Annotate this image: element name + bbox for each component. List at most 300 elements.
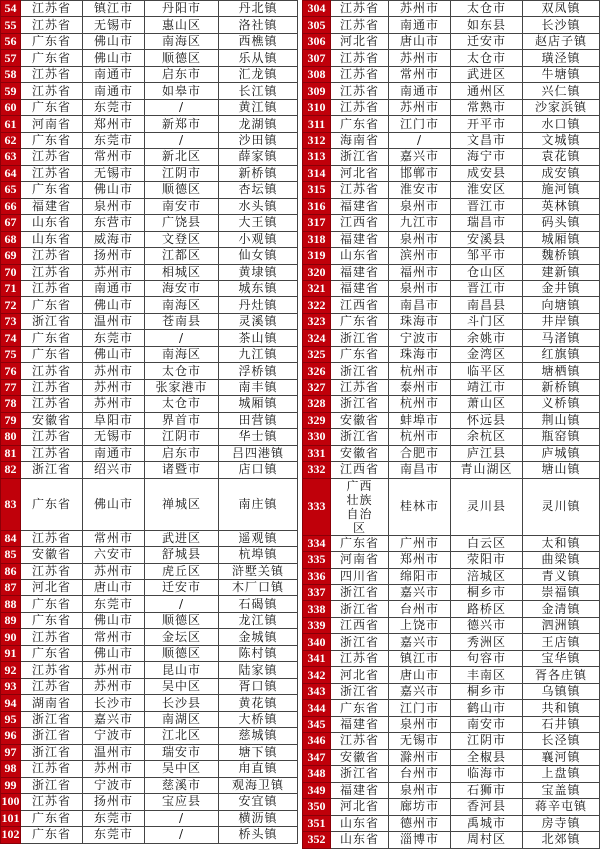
rank-cell: 321 [303,280,331,296]
province-cell: 广东省 [21,346,83,362]
city-cell: 泉州市 [389,231,451,247]
city-cell: 苏州市 [83,761,145,777]
table-row [303,116,600,132]
table-row [1,379,298,395]
city-cell: 江门市 [389,116,451,132]
town-cell: 城厢镇 [523,231,600,247]
town-cell: 西樵镇 [219,33,298,49]
city-cell: 泰州市 [389,379,451,395]
town-cell: 城厢镇 [219,396,298,412]
district-cell: 开平市 [451,116,523,132]
city-cell: 苏州市 [83,264,145,280]
table-row [303,700,600,716]
province-cell: 江苏省 [21,66,83,82]
city-cell: 常州市 [83,530,145,546]
rank-cell: 69 [1,248,21,264]
province-cell: 江苏省 [21,761,83,777]
district-cell: 迁安市 [145,580,219,596]
town-cell: 灵溪镇 [219,313,298,329]
rank-cell: 76 [1,363,21,379]
province-cell: 河南省 [21,116,83,132]
rank-cell: 99 [1,777,21,793]
rank-cell: 315 [303,182,331,198]
table-row [303,50,600,66]
city-cell: 嘉兴市 [389,149,451,165]
rank-cell: 322 [303,297,331,313]
district-cell: 德兴市 [451,617,523,633]
town-cell: 红旗镇 [523,346,600,362]
district-cell: 诸暨市 [145,462,219,478]
district-cell: 仓山区 [451,264,523,280]
district-cell: 安溪县 [451,231,523,247]
table-row [1,563,298,579]
province-cell: 浙江省 [331,396,389,412]
district-cell: 顺德区 [145,182,219,198]
city-cell: 温州市 [83,744,145,760]
city-cell: 威海市 [83,231,145,247]
district-cell: 南安市 [451,716,523,732]
district-cell: 周村区 [451,832,523,848]
table-row [303,766,600,782]
city-cell: 江门市 [389,700,451,716]
city-cell: 佛山市 [83,612,145,628]
district-cell: 江阴市 [145,429,219,445]
table-row [303,280,600,296]
rank-cell: 90 [1,629,21,645]
rank-cell: 337 [303,585,331,601]
town-cell: 杏坛镇 [219,182,298,198]
district-cell: 江北区 [145,728,219,744]
district-cell: 武进区 [451,66,523,82]
province-cell: 江西省 [331,297,389,313]
province-line: 壮族 [346,492,373,507]
province-cell: 江苏省 [331,379,389,395]
town-cell: 英林镇 [523,198,600,214]
province-cell: 江苏省 [21,629,83,645]
rank-cell: 318 [303,231,331,247]
table-row [1,777,298,793]
rank-cell: 319 [303,248,331,264]
city-cell: 滨州市 [389,248,451,264]
province-cell: 浙江省 [21,744,83,760]
district-cell: / [145,99,219,115]
province-cell: 山东省 [21,215,83,231]
province-cell: 浙江省 [21,313,83,329]
city-cell: 南昌市 [389,297,451,313]
province-cell: 江苏省 [331,1,389,17]
province-line: 区 [352,520,366,535]
rank-cell: 317 [303,215,331,231]
rank-cell: 72 [1,297,21,313]
city-cell: 唐山市 [83,580,145,596]
town-cell: 金清镇 [523,601,600,617]
province-cell: 江苏省 [21,429,83,445]
table-row [1,33,298,49]
table-row [1,530,298,546]
rank-cell: 336 [303,568,331,584]
rank-cell: 80 [1,429,21,445]
province-cell: 江苏省 [21,165,83,181]
city-cell: 六安市 [83,547,145,563]
town-cell: 庐城镇 [523,445,600,461]
town-cell: 龙湖镇 [219,116,298,132]
city-cell: 嘉兴市 [389,585,451,601]
province-cell: 福建省 [331,716,389,732]
district-cell: 惠山区 [145,17,219,33]
city-cell: 无锡市 [83,429,145,445]
city-cell: 泉州市 [389,198,451,214]
province-cell: 江苏省 [21,678,83,694]
province-cell: 广东省 [21,99,83,115]
city-cell: 南通市 [83,445,145,461]
table-row [1,313,298,329]
town-cell: 沙田镇 [219,132,298,148]
rank-cell: 333 [303,478,331,535]
rank-cell: 88 [1,596,21,612]
province-cell: 江苏省 [331,733,389,749]
district-cell: 慈溪市 [145,777,219,793]
town-cell: 双凤镇 [523,1,600,17]
town-cell: 荆山镇 [523,412,600,428]
district-cell: 江都区 [145,248,219,264]
city-cell: 泉州市 [389,782,451,798]
city-cell: 台州市 [389,766,451,782]
town-cell: 袁花镇 [523,149,600,165]
province-cell: 安徽省 [331,445,389,461]
district-cell: 路桥区 [451,601,523,617]
rank-cell: 89 [1,612,21,628]
city-cell: 佛山市 [83,50,145,66]
district-cell: 昆山市 [145,662,219,678]
rank-cell: 94 [1,695,21,711]
rank-cell: 97 [1,744,21,760]
town-cell: 桥头镇 [219,827,298,843]
city-cell: 佛山市 [83,645,145,661]
province-cell: 江苏省 [21,264,83,280]
town-cell: 安宜镇 [219,794,298,810]
rank-cell: 55 [1,17,21,33]
city-cell: 杭州市 [389,363,451,379]
table-row [303,231,600,247]
rank-cell: 84 [1,530,21,546]
city-cell: 郑州市 [389,552,451,568]
rank-cell: 74 [1,330,21,346]
city-cell: 泉州市 [389,716,451,732]
table-row [1,363,298,379]
city-cell: 苏州市 [83,678,145,694]
province-cell: 福建省 [21,198,83,214]
province-cell: 山东省 [331,832,389,848]
district-cell: 南湖区 [145,711,219,727]
district-cell: 南海区 [145,346,219,362]
district-cell: 荥阳市 [451,552,523,568]
city-cell: 泉州市 [389,280,451,296]
table-row [1,645,298,661]
table-row [1,629,298,645]
province-cell: 河北省 [331,165,389,181]
city-cell: 镇江市 [389,650,451,666]
city-cell: 佛山市 [83,297,145,313]
town-cell: 甪直镇 [219,761,298,777]
city-cell: 东营市 [83,215,145,231]
rank-cell: 308 [303,66,331,82]
province-cell: 江苏省 [21,363,83,379]
table-row [1,711,298,727]
province-cell: 江苏省 [21,396,83,412]
district-cell: 新郑市 [145,116,219,132]
province-cell: 广东省 [21,478,83,530]
town-cell: 慈城镇 [219,728,298,744]
table-row [303,330,600,346]
town-cell: 蒋辛屯镇 [523,799,600,815]
table-row [303,832,600,848]
town-cell: 仙女镇 [219,248,298,264]
table-row [303,215,600,231]
table-row [1,612,298,628]
rank-cell: 57 [1,50,21,66]
rank-cell: 324 [303,330,331,346]
city-cell: 杭州市 [389,396,451,412]
rank-cell: 65 [1,182,21,198]
city-cell: 常州市 [83,629,145,645]
district-cell: 广饶县 [145,215,219,231]
rank-cell: 346 [303,733,331,749]
province-cell: 广东省 [331,700,389,716]
rank-cell: 345 [303,716,331,732]
table-row [1,17,298,33]
table-row [1,215,298,231]
town-cell: 木厂口镇 [219,580,298,596]
province-cell: 安徽省 [21,412,83,428]
town-cell: 宝华镇 [523,650,600,666]
rank-cell: 309 [303,83,331,99]
province-cell: 浙江省 [331,363,389,379]
province-cell: 河北省 [331,667,389,683]
province-cell: 江苏省 [331,50,389,66]
town-cell: 乌镇镇 [523,683,600,699]
province-cell: 广东省 [21,810,83,826]
district-cell: 太仓市 [145,396,219,412]
province-cell: 江苏省 [21,1,83,17]
table-row [1,429,298,445]
province-cell [331,478,389,535]
rank-cell: 351 [303,815,331,831]
table-row [303,462,600,478]
town-cell: 塘山镇 [523,462,600,478]
table-row [1,445,298,461]
town-cell: 胥口镇 [219,678,298,694]
city-cell: 九江市 [389,215,451,231]
city-cell: 廊坊市 [389,799,451,815]
province-cell: 浙江省 [21,777,83,793]
town-cell: 太和镇 [523,535,600,551]
table-row [1,330,298,346]
province-cell: 江苏省 [21,149,83,165]
rank-cell: 71 [1,280,21,296]
district-cell: / [145,827,219,843]
table-row [1,66,298,82]
rank-cell: 59 [1,83,21,99]
city-cell: 杭州市 [389,429,451,445]
city-cell: 苏州市 [389,1,451,17]
province-cell: 江苏省 [21,83,83,99]
district-cell: 常熟市 [451,99,523,115]
rank-cell: 86 [1,563,21,579]
city-cell: 镇江市 [83,1,145,17]
town-cell: 新桥镇 [523,379,600,395]
district-cell: 句容市 [451,650,523,666]
city-cell: 南通市 [83,66,145,82]
province-cell: 河北省 [331,33,389,49]
city-cell: 宁波市 [389,330,451,346]
province-cell: 浙江省 [331,585,389,601]
district-cell: 靖江市 [451,379,523,395]
rank-cell: 64 [1,165,21,181]
table-row [1,695,298,711]
town-cell: 璜泾镇 [523,50,600,66]
district-cell: 萧山区 [451,396,523,412]
town-cell: 塘下镇 [219,744,298,760]
district-cell: 南昌县 [451,297,523,313]
province-cell: 江苏省 [331,99,389,115]
city-cell: 嘉兴市 [83,711,145,727]
province-cell: 江西省 [331,462,389,478]
city-cell: 嘉兴市 [389,683,451,699]
rank-cell: 329 [303,412,331,428]
table-row [1,678,298,694]
city-cell: 苏州市 [83,379,145,395]
province-cell: 广东省 [331,313,389,329]
province-cell: 海南省 [331,132,389,148]
rank-cell: 67 [1,215,21,231]
district-cell: 庐江县 [451,445,523,461]
town-cell: 金井镇 [523,280,600,296]
district-cell: 香河县 [451,799,523,815]
table-row [303,1,600,17]
table-row [303,782,600,798]
province-cell: 浙江省 [331,601,389,617]
table-row [1,132,298,148]
province-cell: 江苏省 [331,650,389,666]
rank-cell: 93 [1,678,21,694]
town-cell: 观海卫镇 [219,777,298,793]
district-cell: 虎丘区 [145,563,219,579]
city-cell: 东莞市 [83,810,145,826]
rank-cell: 327 [303,379,331,395]
city-cell: 东莞市 [83,132,145,148]
city-cell: 温州市 [83,313,145,329]
district-cell: 太仓市 [451,1,523,17]
city-cell: 淮安市 [389,182,451,198]
city-cell: 合肥市 [389,445,451,461]
province-cell: 广东省 [21,612,83,628]
province-cell: 浙江省 [331,149,389,165]
district-cell: 淮安区 [451,182,523,198]
rank-cell: 61 [1,116,21,132]
city-cell: 常州市 [83,149,145,165]
town-cell: 房寺镇 [523,815,600,831]
table-row [1,83,298,99]
table-row [1,280,298,296]
city-cell: 台州市 [389,601,451,617]
district-cell: 余杭区 [451,429,523,445]
city-cell: 无锡市 [83,17,145,33]
district-cell: 相城区 [145,264,219,280]
district-cell: 桐乡市 [451,683,523,699]
rank-cell: 79 [1,412,21,428]
district-cell: 武进区 [145,530,219,546]
table-row [303,264,600,280]
table-row [1,165,298,181]
city-cell: 苏州市 [389,50,451,66]
town-cell: 南丰镇 [219,379,298,395]
town-cell: 汇龙镇 [219,66,298,82]
city-cell: 珠海市 [389,346,451,362]
rank-cell: 349 [303,782,331,798]
table-row [303,552,600,568]
district-cell: 太仓市 [451,50,523,66]
rank-cell: 73 [1,313,21,329]
district-cell: 长沙县 [145,695,219,711]
rank-cell: 344 [303,700,331,716]
rank-cell: 312 [303,132,331,148]
province-cell: 浙江省 [331,766,389,782]
table-row [1,728,298,744]
province-cell: 江苏省 [21,280,83,296]
table-row [1,231,298,247]
district-cell: 新北区 [145,149,219,165]
rank-cell: 348 [303,766,331,782]
town-cell: 乐从镇 [219,50,298,66]
rank-cell: 62 [1,132,21,148]
rank-cell: 335 [303,552,331,568]
province-cell: 浙江省 [21,728,83,744]
rank-cell: 305 [303,17,331,33]
rank-cell: 331 [303,445,331,461]
city-cell: 南通市 [389,83,451,99]
district-cell: 禹城市 [451,815,523,831]
district-cell: 邹平市 [451,248,523,264]
town-cell: 丹灶镇 [219,297,298,313]
town-cell: 华士镇 [219,429,298,445]
province-cell: 江苏省 [331,66,389,82]
city-cell: 苏州市 [83,396,145,412]
district-cell: 丰南区 [451,667,523,683]
district-cell: 宝应县 [145,794,219,810]
town-cell: 长江镇 [219,83,298,99]
city-cell: 无锡市 [83,165,145,181]
district-cell: 金坛区 [145,629,219,645]
province-cell: 江苏省 [21,17,83,33]
district-cell: 临海市 [451,766,523,782]
district-cell: 禅城区 [145,478,219,530]
town-cell: 青义镇 [523,568,600,584]
district-cell: 瑞昌市 [451,215,523,231]
town-cell: 薛家镇 [219,149,298,165]
city-cell: 扬州市 [83,248,145,264]
district-cell: 顺德区 [145,612,219,628]
city-cell: 常州市 [389,66,451,82]
district-cell: 张家港市 [145,379,219,395]
rank-cell: 350 [303,799,331,815]
table-row [303,66,600,82]
district-cell: 白云区 [451,535,523,551]
rank-cell: 54 [1,1,21,17]
city-cell: 珠海市 [389,313,451,329]
province-cell: 江西省 [331,617,389,633]
table-row [1,297,298,313]
table-row [1,662,298,678]
